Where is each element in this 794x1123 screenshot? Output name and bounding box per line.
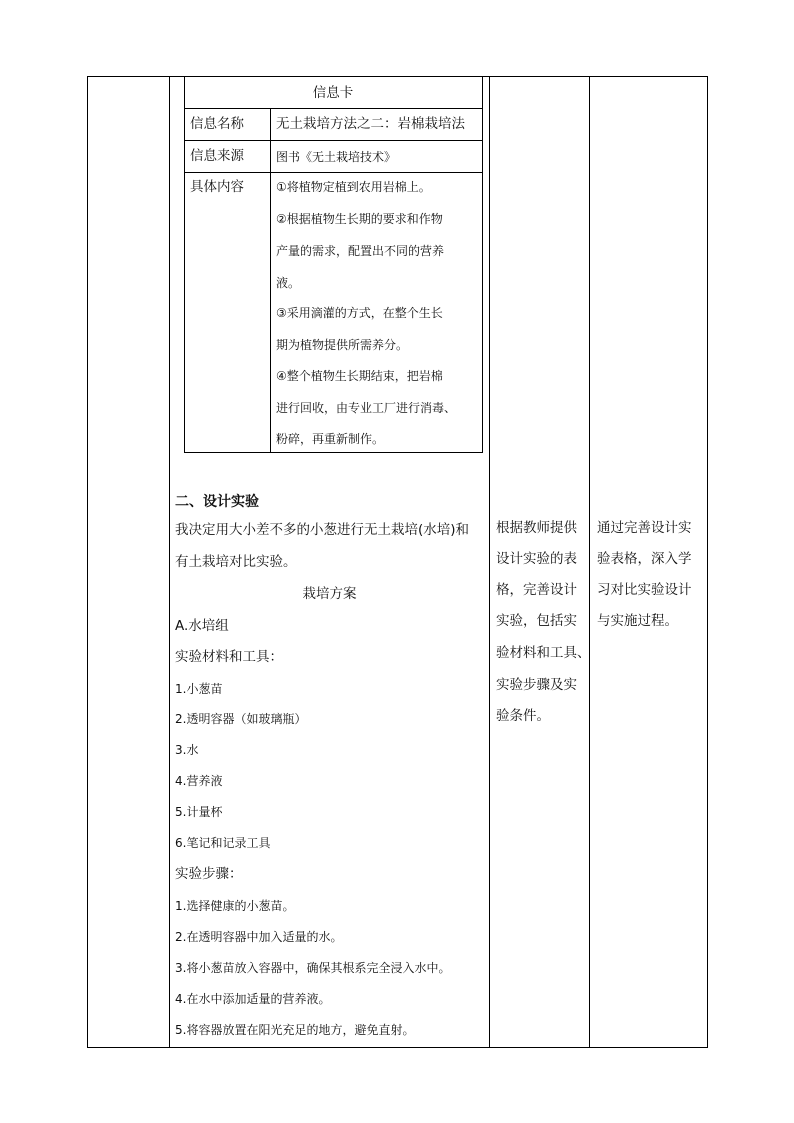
material-item: 6.笔记和记录工具 [175,836,271,850]
outer-table-bottom-border [87,1047,708,1048]
design-intent-line: 习对比实验设计 [597,582,692,598]
material-item: 3.水 [175,743,199,757]
steps-title: 实验步骤： [175,866,243,882]
step-item: 5.将容器放置在阳光充足的地方，避免直射。 [175,1023,415,1037]
step-item: 2.在透明容器中加入适量的水。 [175,930,343,944]
info-card-row-line-3 [184,172,483,173]
info-content-line: 液。 [276,276,301,290]
info-content-line: 粉碎，再重新制作。 [276,432,385,446]
student-activity-line: 实验步骤及实 [496,677,577,693]
student-activity-line: 设计实验的表 [496,551,577,567]
info-card-row-line-1 [184,108,483,109]
info-content-line: 期为植物提供所需养分。 [276,338,409,352]
info-card-row-line-2 [184,140,483,141]
student-activity-line: 格，完善设计 [496,582,577,598]
step-item: 3.将小葱苗放入容器中，确保其根系完全浸入水中。 [175,961,451,975]
column-divider-1 [169,76,170,1048]
outer-table-left-border [87,76,88,1048]
info-name-label: 信息名称 [190,116,244,132]
info-card-label-divider [270,108,271,453]
design-intent-line: 与实施过程。 [597,613,678,629]
info-card-title: 信息卡 [312,85,354,101]
step-item: 1.选择健康的小葱苗。 [175,899,295,913]
student-activity-line: 验材料和工具、 [496,645,591,661]
outer-table-right-border [707,76,708,1048]
info-content-label: 具体内容 [190,179,244,195]
info-content-line: ④整个植物生长期结束，把岩棉 [276,369,443,383]
plan-title: 栽培方案 [302,586,357,602]
column-divider-2 [489,76,490,1048]
info-card-left-border [184,76,185,453]
step-item: 4.在水中添加适量的营养液。 [175,992,331,1006]
student-activity-line: 验条件。 [496,708,550,724]
materials-title: 实验材料和工具： [175,649,283,665]
group-a-label: A.水培组 [175,618,229,634]
column-divider-3 [589,76,590,1048]
info-content-line: ①将植物定植到农用岩棉上。 [276,180,431,194]
outer-table-top-border [87,76,708,77]
info-content-line: ②根据植物生长期的要求和作物 [276,212,443,226]
info-content-line: 产量的需求，配置出不同的营养 [276,244,445,258]
design-intent-line: 通过完善设计实 [597,520,692,536]
student-activity-line: 根据教师提供 [496,520,577,536]
material-item: 4.营养液 [175,774,223,788]
intro-line: 我决定用大小差不多的小葱进行无土栽培(水培)和 [175,522,470,538]
info-name-value: 无土栽培方法之二：岩棉栽培法 [276,116,465,132]
info-source-label: 信息来源 [190,148,244,164]
student-activity-line: 实验，包括实 [496,613,577,629]
material-item: 5.计量杯 [175,805,223,819]
info-card-right-border [482,76,483,453]
material-item: 2.透明容器（如玻璃瓶） [175,712,307,726]
material-item: 1.小葱苗 [175,682,223,696]
info-content-line: 进行回收，由专业工厂进行消毒、 [276,401,457,415]
intro-line: 有土栽培对比实验。 [175,554,297,570]
section-heading: 二、设计实验 [175,494,259,510]
info-source-value: 图书《无土栽培技术》 [276,150,397,164]
info-content-line: ③采用滴灌的方式，在整个生长 [276,306,443,320]
design-intent-line: 验表格，深入学 [597,551,692,567]
info-card-bottom-border [184,452,483,453]
